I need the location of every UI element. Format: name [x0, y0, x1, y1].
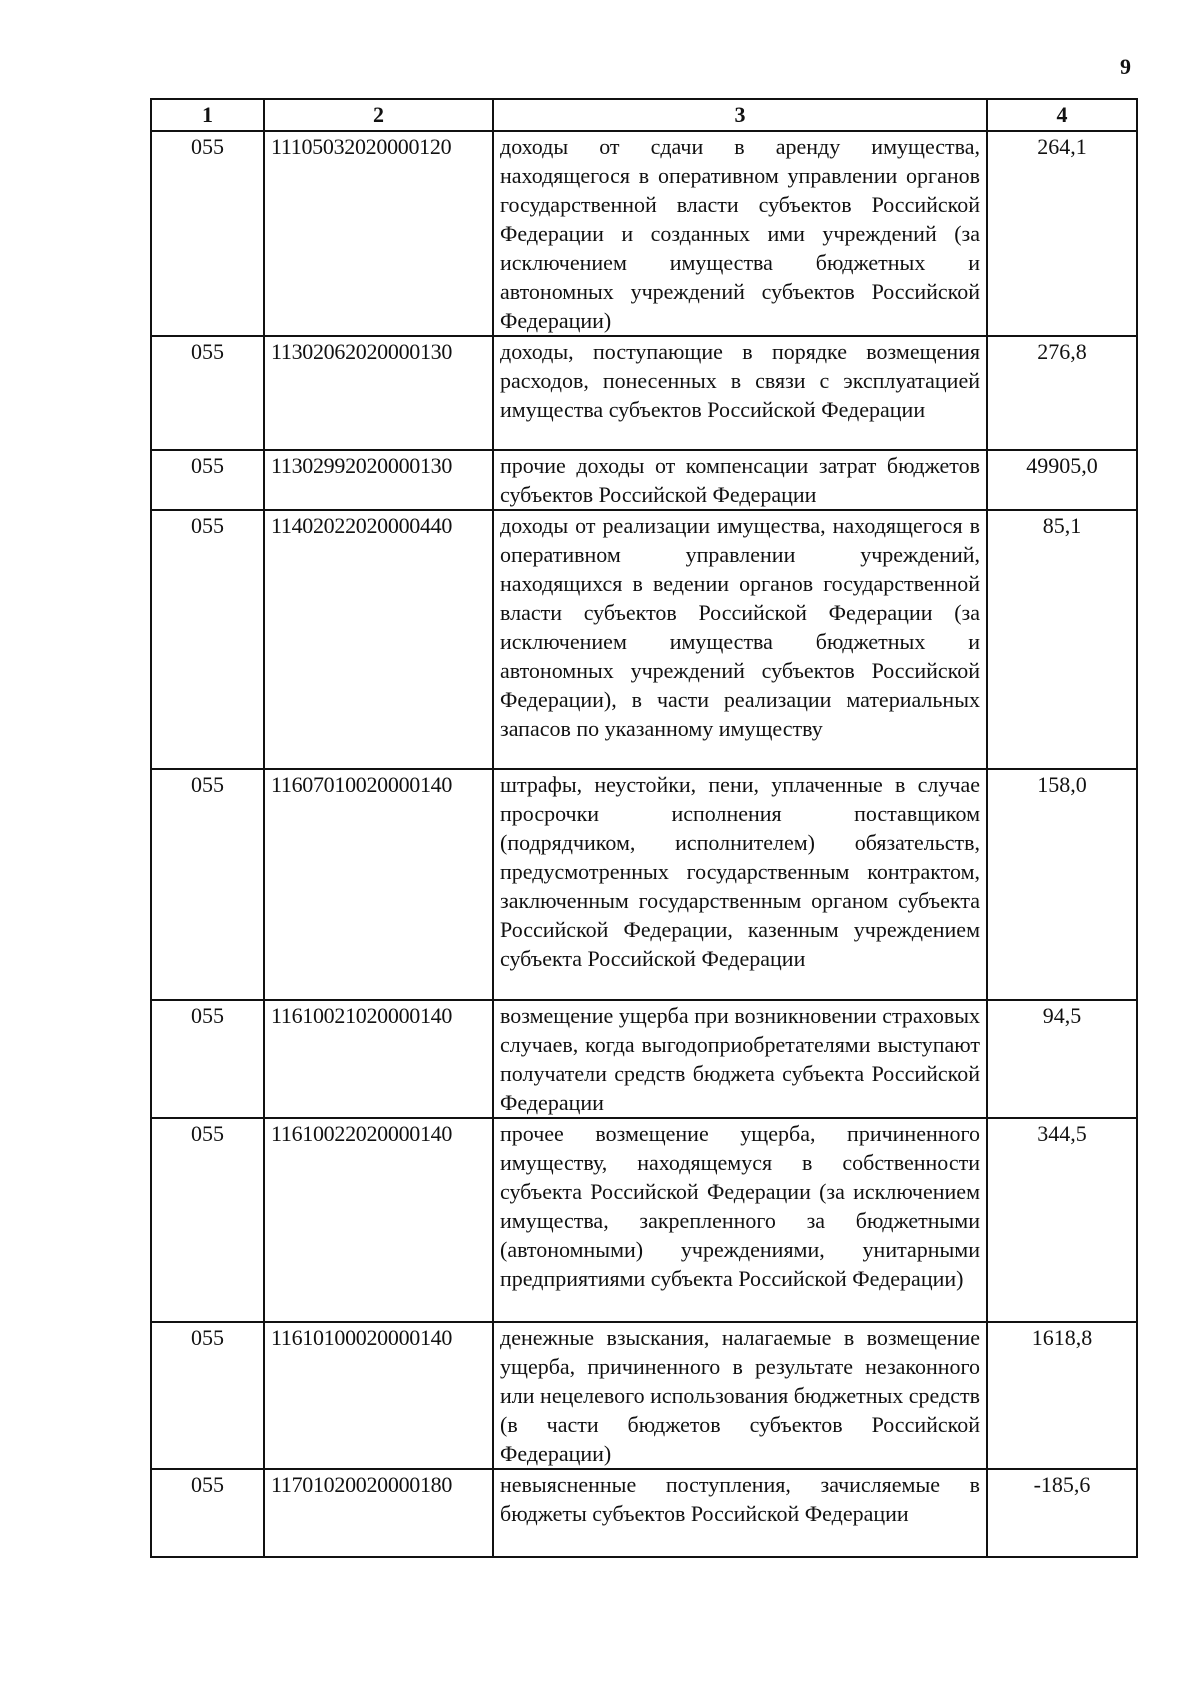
budget-code-cell: 11610100020000140: [264, 1322, 493, 1469]
column-header: 3: [493, 99, 987, 131]
budget-code-cell: 11302992020000130: [264, 450, 493, 510]
amount-cell: 85,1: [987, 510, 1137, 769]
budget-code-cell: 11302062020000130: [264, 336, 493, 450]
budget-code-cell: 11610021020000140: [264, 1000, 493, 1118]
description-cell: денежные взыскания, налагаемые в возмещение ущерба, причиненного в результате незаконного или нецелевого использования бюджетных средств (в части бюджетов субъектов Российской Федерации): [493, 1322, 987, 1469]
revenue-table: [150, 98, 1138, 1558]
admin-code-cell: 055: [151, 450, 264, 510]
amount-cell: 49905,0: [987, 450, 1137, 510]
description-cell: доходы от сдачи в аренду имущества, находящегося в оперативном управлении органов государственной власти субъектов Российской Федерации и созданных ими учреждений (за исключением имущества бюджетных и автономных учреждений субъектов Российской Федерации): [493, 131, 987, 336]
budget-code-cell: 11701020020000180: [264, 1469, 493, 1557]
description-cell: прочее возмещение ущерба, причиненного имуществу, находящемуся в собственности субъекта Российской Федерации (за исключением имущества, закрепленного за бюджетными (автономными) учреждениями, унитарными предприятиями субъекта Российской Федерации): [493, 1118, 987, 1322]
admin-code-cell: 055: [151, 510, 264, 769]
description-cell: доходы, поступающие в порядке возмещения расходов, понесенных в связи с эксплуатацией имущества субъектов Российской Федерации: [493, 336, 987, 450]
description-cell: возмещение ущерба при возникновении страховых случаев, когда выгодоприобретателями выступают получатели средств бюджета субъекта Российской Федерации: [493, 1000, 987, 1118]
table-row: [151, 131, 1137, 336]
table-header-row: [151, 99, 1137, 131]
table-row: [151, 336, 1137, 450]
table-row: [151, 1000, 1137, 1118]
budget-code-cell: 11607010020000140: [264, 769, 493, 1000]
budget-code-cell: 11610022020000140: [264, 1118, 493, 1322]
table-row: [151, 1118, 1137, 1322]
admin-code-cell: 055: [151, 336, 264, 450]
admin-code-cell: 055: [151, 1322, 264, 1469]
amount-cell: 276,8: [987, 336, 1137, 450]
table-row: [151, 1322, 1137, 1469]
amount-cell: 344,5: [987, 1118, 1137, 1322]
column-header: 2: [264, 99, 493, 131]
amount-cell: 158,0: [987, 769, 1137, 1000]
table-row: [151, 510, 1137, 769]
amount-cell: 1618,8: [987, 1322, 1137, 1469]
table-row: [151, 1469, 1137, 1557]
column-header: 4: [987, 99, 1137, 131]
admin-code-cell: 055: [151, 1469, 264, 1557]
description-cell: прочие доходы от компенсации затрат бюджетов субъектов Российской Федерации: [493, 450, 987, 510]
table-row: [151, 769, 1137, 1000]
amount-cell: -185,6: [987, 1469, 1137, 1557]
description-cell: доходы от реализации имущества, находящегося в оперативном управлении учреждений, находящихся в ведении органов государственной власти субъектов Российской Федерации (за исключением имущества бюджетных и автономных учреждений субъектов Российской Федерации), в части реализации материальных запасов по указанному имуществу: [493, 510, 987, 769]
amount-cell: 94,5: [987, 1000, 1137, 1118]
admin-code-cell: 055: [151, 131, 264, 336]
admin-code-cell: 055: [151, 1118, 264, 1322]
table-row: [151, 450, 1137, 510]
admin-code-cell: 055: [151, 769, 264, 1000]
amount-cell: 264,1: [987, 131, 1137, 336]
page-number: 9: [1120, 54, 1131, 79]
budget-code-cell: 11105032020000120: [264, 131, 493, 336]
column-header: 1: [151, 99, 264, 131]
description-cell: штрафы, неустойки, пени, уплаченные в случае просрочки исполнения поставщиком (подрядчиком, исполнителем) обязательств, предусмотренных государственным контрактом, заключенным государственным органом субъекта Российской Федерации, казенным учреждением субъекта Российской Федерации: [493, 769, 987, 1000]
budget-code-cell: 11402022020000440: [264, 510, 493, 769]
description-cell: невыясненные поступления, зачисляемые в бюджеты субъектов Российской Федерации: [493, 1469, 987, 1557]
admin-code-cell: 055: [151, 1000, 264, 1118]
